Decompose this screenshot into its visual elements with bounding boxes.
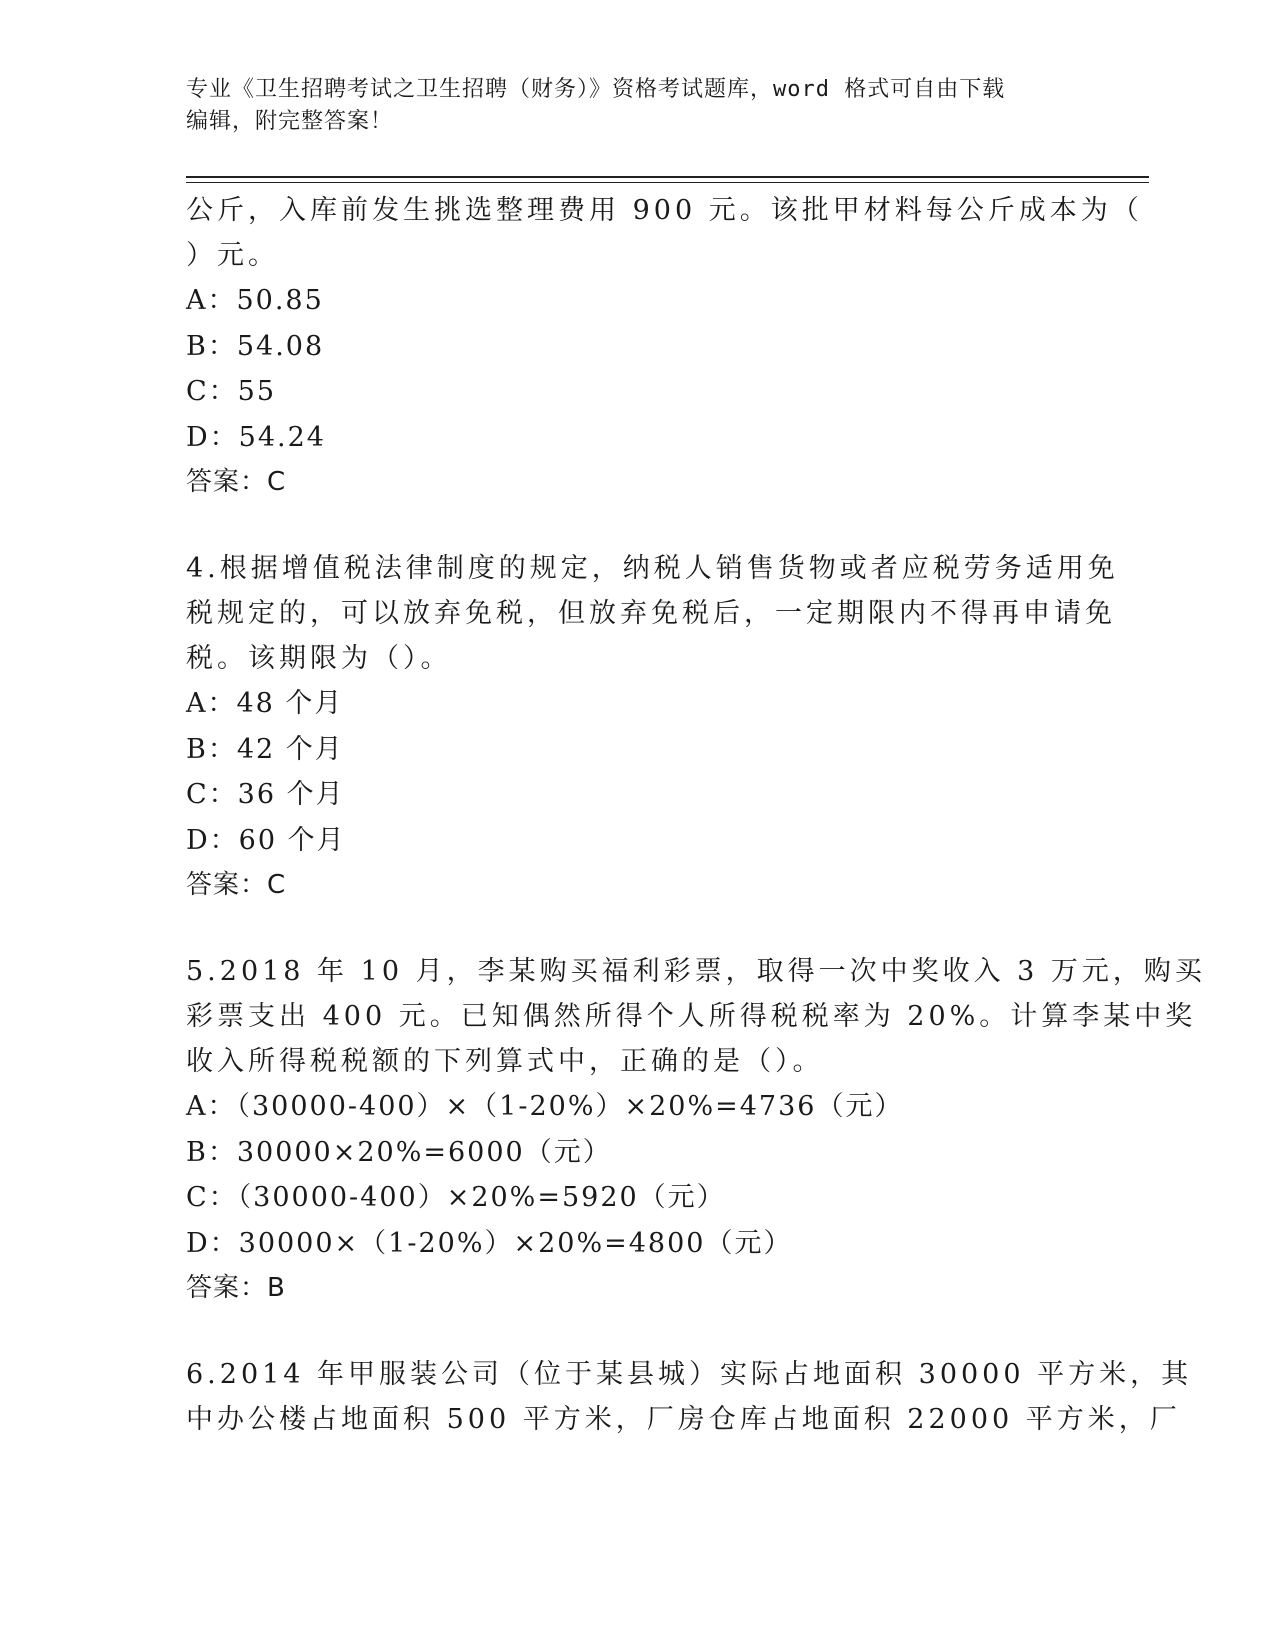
question-spacer [186,907,1086,949]
option-a: A：48 个月 [186,688,344,719]
header-line-2: 编辑，附完整答案！ [186,109,394,134]
option-a: A：50.85 [186,285,324,316]
header-divider-thin [186,182,1149,183]
option-a: A：（30000-400）×（1-20%）×20%=4736（元） [186,1091,904,1122]
option-c: C：55 [186,376,277,407]
option-d: D：54.24 [186,421,326,453]
question-stem-line: 5.2018 年 10 月，李某购买福利彩票，取得一次中奖收入 3 万元，购买 [186,956,1206,987]
question-spacer [186,1310,1086,1352]
option-c: C：（30000-400）×20%=5920（元） [186,1182,726,1213]
option-c: C：36 个月 [186,779,345,810]
document-header [186,74,1086,138]
question-stem-line: 4.根据增值税法律制度的规定，纳税人销售货物或者应税劳务适用免 [186,553,1119,584]
question-stem-line: 彩票支出 400 元。已知偶然所得个人所得税税率为 20%。计算李某中奖 [186,1001,1197,1032]
question-stem-line: 税规定的，可以放弃免税，但放弃免税后，一定期限内不得再申请免 [186,598,1116,629]
question-stem-line: 中办公楼占地面积 500 平方米，厂房仓库占地面积 22000 平方米，厂 [186,1404,1181,1435]
question-spacer [186,504,1086,546]
question-stem-line: ）元。 [186,240,279,271]
option-b: B：30000×20%=6000（元） [186,1136,612,1168]
question-stem-line: 收入所得税税额的下列算式中，正确的是（）。 [186,1046,824,1077]
question-4 [186,546,1119,907]
question-stem-line: 6.2014 年甲服装公司（位于某县城）实际占地面积 30000 平方米，其 [186,1359,1193,1390]
question-6 [186,1352,1193,1442]
header-line-1: 专业《卫生招聘考试之卫生招聘（财务）》资格考试题库，word 格式可自由下载 [186,77,1006,102]
option-b: B：42 个月 [186,733,344,765]
question-5 [186,949,1206,1310]
answer-line: 答案：C [186,870,287,900]
option-b: B：54.08 [186,330,325,362]
question-stem-line: 税。该期限为（）。 [186,643,452,674]
question-list [186,188,1206,1442]
header-divider-thick [186,176,1149,178]
answer-line: 答案：C [186,467,287,497]
question-stem-line: 公斤，入库前发生挑选整理费用 900 元。该批甲材料每公斤成本为（ [186,195,1143,226]
answer-line: 答案：B [186,1273,286,1303]
question-3 [186,188,1143,504]
option-d: D：30000×（1-20%）×20%=4800（元） [186,1227,793,1259]
option-d: D：60 个月 [186,824,346,856]
